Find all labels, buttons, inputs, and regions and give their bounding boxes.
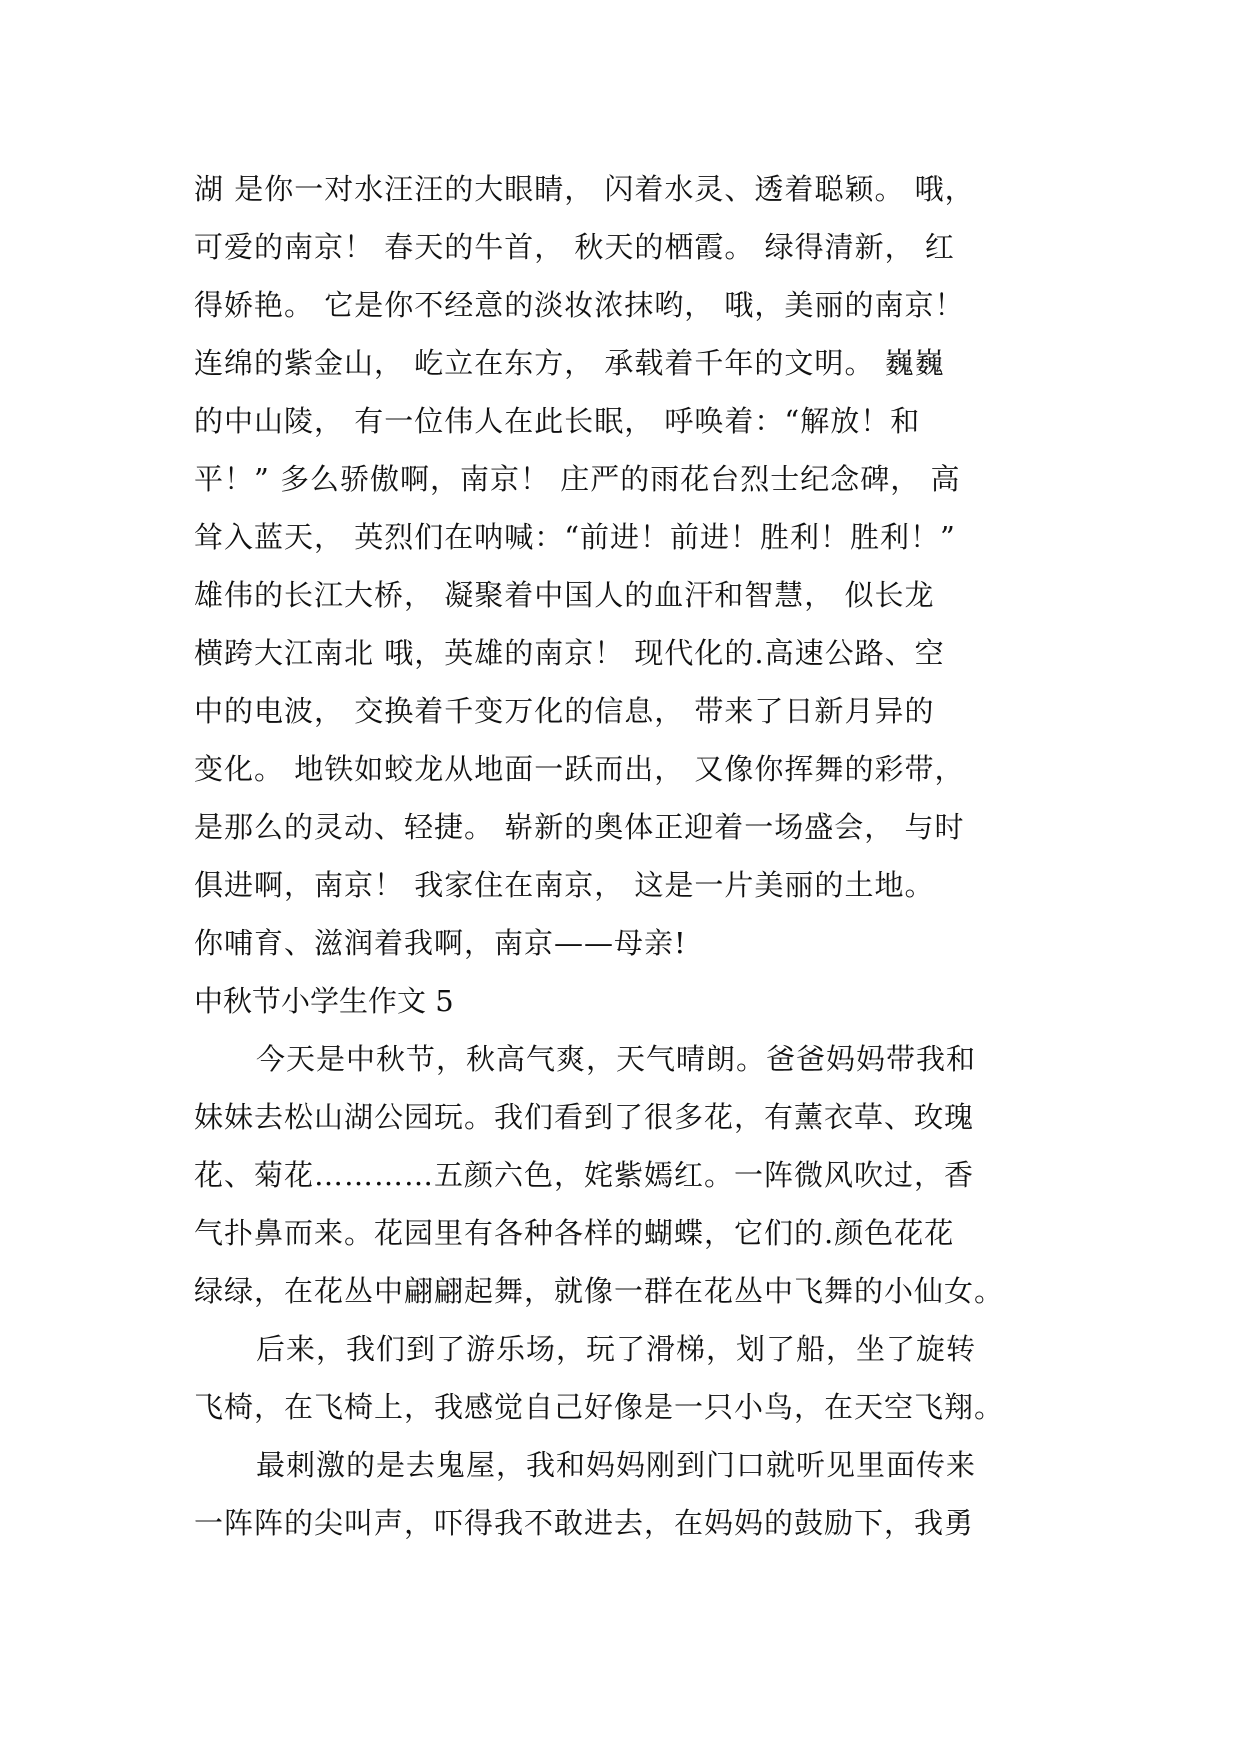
poem-line: 变化。 地铁如蛟龙从地面一跃而出， 又像你挥舞的彩带，: [194, 752, 965, 786]
poem-line: 中的电波， 交换着千变万化的信息， 带来了日新月异的: [194, 694, 935, 728]
essay-line: 飞椅，在飞椅上，我感觉自己好像是一只小鸟，在天空飞翔。: [194, 1390, 1005, 1424]
poem-line: 横跨大江南北 哦，英雄的南京！ 现代化的.高速公路、空: [194, 636, 945, 670]
essay-line: 今天是中秋节，秋高气爽，天气晴朗。爸爸妈妈带我和: [256, 1042, 977, 1076]
poem-line: 俱进啊，南京！ 我家住在南京， 这是一片美丽的土地。: [194, 868, 935, 902]
essay-title: 中秋节小学生作文 5: [194, 984, 454, 1018]
poem-line: 你哺育、滋润着我啊，南京——母亲!: [194, 926, 687, 960]
essay-line: 花、菊花…………五颜六色，姹紫嫣红。一阵微风吹过，香: [194, 1158, 975, 1192]
poem-line: 平！” 多么骄傲啊，南京！ 庄严的雨花台烈士纪念碑， 高: [194, 462, 961, 496]
essay-line: 一阵阵的尖叫声，吓得我不敢进去，在妈妈的鼓励下，我勇: [194, 1506, 975, 1540]
essay-line: 妹妹去松山湖公园玩。我们看到了很多花，有薰衣草、玫瑰: [194, 1100, 975, 1134]
poem-line: 连绵的紫金山， 屹立在东方， 承载着千年的文明。 巍巍: [194, 346, 945, 380]
essay-line: 最刺激的是去鬼屋，我和妈妈刚到门口就听见里面传来: [256, 1448, 977, 1482]
poem-line: 是那么的灵动、轻捷。 崭新的奥体正迎着一场盛会， 与时: [194, 810, 965, 844]
poem-line: 可爱的南京！ 春天的牛首， 秋天的栖霞。 绿得清新， 红: [194, 230, 955, 264]
poem-line: 的中山陵， 有一位伟人在此长眠， 呼唤着：“解放！和: [194, 404, 921, 438]
poem-line: 雄伟的长江大桥， 凝聚着中国人的血汗和智慧， 似长龙: [194, 578, 935, 612]
poem-line: 湖 是你一对水汪汪的大眼睛， 闪着水灵、透着聪颖。 哦，: [194, 172, 975, 206]
poem-line: 耸入蓝天， 英烈们在呐喊：“前进！前进！胜利！胜利！”: [194, 520, 956, 554]
poem-line: 得娇艳。 它是你不经意的淡妆浓抹哟， 哦，美丽的南京！: [194, 288, 965, 322]
essay-line: 气扑鼻而来。花园里有各种各样的蝴蝶，它们的.颜色花花: [194, 1216, 955, 1250]
essay-line: 后来，我们到了游乐场，玩了滑梯，划了船，坐了旋转: [256, 1332, 977, 1366]
document-body: [194, 160, 1074, 1552]
essay-line: 绿绿，在花丛中翩翩起舞，就像一群在花丛中飞舞的小仙女。: [194, 1274, 1005, 1308]
